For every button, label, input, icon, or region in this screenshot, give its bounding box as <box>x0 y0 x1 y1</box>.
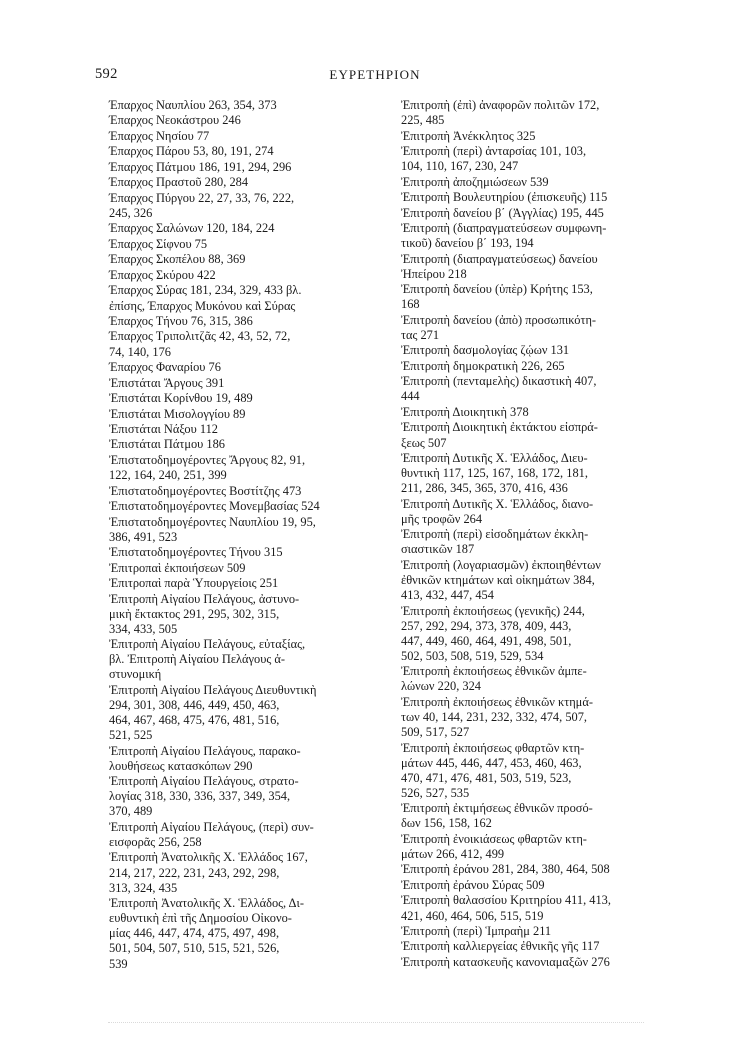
index-entry <box>388 878 656 893</box>
index-entry <box>96 252 364 267</box>
index-entry-line: Έπαρχος Φαναρίου 76 <box>109 360 221 375</box>
index-entry <box>388 190 656 205</box>
index-entry-line: Ἐπιτροπὴ Δυτικῆς Χ. Ἑλλάδος, διανο- <box>401 496 594 511</box>
index-entry <box>388 939 656 954</box>
index-entry-line: λογίας 318, 330, 336, 337, 349, 354, <box>109 789 291 804</box>
index-entry-line: 74, 140, 176 <box>109 344 171 359</box>
index-entry-line: Ἐπιτροπὴ Αἰγαίου Πελάγους, εὐταξίας, <box>109 637 306 652</box>
index-entry-line: Έπαρχος Σύρας 181, 234, 329, 433 βλ. <box>109 283 302 298</box>
index-entry <box>96 896 364 971</box>
index-entry <box>96 268 364 283</box>
index-entry-line: 526, 527, 535 <box>401 785 470 800</box>
index-entry-line: 509, 517, 527 <box>401 725 470 740</box>
index-entry-line: Ἐπιτροπὴ (περὶ) εἰσοδημάτων ἐκκλη- <box>401 527 589 542</box>
index-entry-line: Ἐπιτροπὴ δανείου β΄ (Ἀγγλίας) 195, 445 <box>401 205 604 220</box>
index-entry-line: Έπαρχος Σκύρου 422 <box>109 267 216 282</box>
index-entry <box>96 144 364 159</box>
index-entry-line: Έπαρχος Πραστοῦ 280, 284 <box>109 175 249 190</box>
index-entry <box>96 499 364 514</box>
index-entry-line: Ἐπιτροπὴ ἐκτιμήσεως ἐθνικῶν προσό- <box>401 801 593 816</box>
index-entry <box>96 820 364 850</box>
index-entry <box>388 451 656 496</box>
index-entry <box>388 175 656 190</box>
index-entry <box>96 484 364 499</box>
index-entry-line: Ἐπιτροπὴ Ἀνατολικῆς Χ. Ἑλλάδος 167, <box>109 850 308 865</box>
index-entry-line: Ἐπιτροπὴ Αἰγαίου Πελάγους, ἀστυνο- <box>109 591 300 606</box>
index-entry-line: Ἐπιτροπὴ ἐκποιήσεως φθαρτῶν κτη- <box>401 740 585 755</box>
index-entry <box>96 576 364 591</box>
index-entry <box>388 405 656 420</box>
index-entry <box>388 695 656 740</box>
index-entry-line: Ἐπιτροπὴ Ἀνέκκλητος 325 <box>401 128 536 143</box>
index-entry <box>96 329 364 359</box>
index-entry-line: μάτων 266, 412, 499 <box>401 846 505 861</box>
index-entry-line: Ἐπιστάται Μισολογγίου 89 <box>109 406 246 421</box>
index-entry-line: 539 <box>109 956 128 971</box>
index-entry-line: 214, 217, 222, 231, 243, 292, 298, <box>109 865 280 880</box>
index-entry-line: μῆς τροφῶν 264 <box>401 511 483 526</box>
index-entry-line: Ἐπιστάται Πάτμου 186 <box>109 437 225 452</box>
index-entry <box>96 376 364 391</box>
index-entry-line: Έπαρχος Νησίου 77 <box>109 128 210 143</box>
index-entry <box>388 497 656 527</box>
index-entry-line: 502, 503, 508, 519, 529, 534 <box>401 648 544 663</box>
index-entry <box>96 237 364 252</box>
index-entry-line: ξεως 507 <box>401 435 447 450</box>
index-entry-line: Ἐπιτροπὴ Αἰγαίου Πελάγους, στρατο- <box>109 774 299 789</box>
index-entry <box>96 683 364 743</box>
index-entry <box>388 374 656 404</box>
index-entry-line: Ἐπιτροπὴ δασμολογίας ζῴων 131 <box>401 343 570 358</box>
index-entry-line: Ἐπιτροπὴ Αἰγαίου Πελάγους, παρακο- <box>109 743 301 758</box>
index-entry-line: Ἐπιτροπὴ (διαπραγματεύσεως) δανείου <box>401 251 598 266</box>
index-entry-line: Έπαρχος Πάρου 53, 80, 191, 274 <box>109 144 274 159</box>
index-entry-line: Έπαρχος Τριπολιτζᾶς 42, 43, 52, 72, <box>109 329 291 344</box>
index-entry <box>96 191 364 221</box>
index-entry-line: 470, 471, 476, 481, 503, 519, 523, <box>401 770 572 785</box>
right-column <box>388 98 656 972</box>
index-entry <box>96 98 364 113</box>
index-entry-line: μάτων 445, 446, 447, 453, 460, 463, <box>401 755 582 770</box>
index-entry-line: τικοῦ) δανείου β΄ 193, 194 <box>401 236 534 251</box>
index-entry-line: Ἐπιτροπὴ Αἰγαίου Πελάγους, (περὶ) συν- <box>109 819 314 834</box>
index-entry <box>96 160 364 175</box>
index-entry-line: Ἐπιστατοδημογέροντες Ναυπλίου 19, 95, <box>109 514 316 529</box>
index-entry <box>388 343 656 358</box>
index-entry-line: Ἐπιτροπὴ Δυτικῆς Χ. Ἑλλάδος, Διευ- <box>401 451 588 466</box>
index-entry-line: Έπαρχος Πάτμου 186, 191, 294, 296 <box>109 159 292 174</box>
index-entry-line: Έπαρχος Σκοπέλου 88, 369 <box>109 252 246 267</box>
index-entry <box>388 252 656 282</box>
index-columns <box>96 98 656 972</box>
index-entry <box>388 144 656 174</box>
footer-rule <box>108 1022 644 1024</box>
index-entry-line: Ἐπιστατοδημογέροντες Τήνου 315 <box>109 545 283 560</box>
index-entry-line: εισφορᾶς 256, 258 <box>109 835 202 849</box>
index-entry-line: σιαστικῶν 187 <box>401 542 475 557</box>
index-entry-line: Ἐπιτροπὴ Διοικητικὴ ἐκτάκτου εἰσπρά- <box>401 420 598 435</box>
index-entry-line: Έπαρχος Σαλώνων 120, 184, 224 <box>109 221 275 236</box>
index-entry <box>388 832 656 862</box>
index-entry-line: Ἐπιστατοδημογέροντες Μονεμβασίας 524 <box>109 499 320 514</box>
index-entry <box>96 850 364 895</box>
index-entry <box>96 774 364 819</box>
index-entry-line: Ἐπιτροπὴ Διοικητικὴ 378 <box>401 404 529 419</box>
page-header <box>95 66 655 84</box>
index-entry-line: Έπαρχος Πύργου 22, 27, 33, 76, 222, <box>109 190 295 205</box>
index-entry <box>388 862 656 877</box>
index-entry-line: Ἐπιτροπὴ ἐκποιήσεως (γενικῆς) 244, <box>401 603 585 618</box>
index-entry-line: ἐπίσης, Έπαρχος Μυκόνου καὶ Σύρας <box>109 298 296 313</box>
index-entry <box>96 391 364 406</box>
index-entry <box>388 558 656 603</box>
index-entry-line: 294, 301, 308, 446, 449, 450, 463, <box>109 697 280 712</box>
index-entry-line: Ἐπιτροπὴ δανείου (ὑπὲρ) Κρήτης 153, <box>401 282 593 297</box>
index-entry-line: ευθυντικὴ ἐπὶ τῆς Δημοσίου Οἰκονο- <box>109 911 292 926</box>
index-entry-line: 211, 286, 345, 365, 370, 416, 436 <box>401 481 568 496</box>
index-entry <box>96 314 364 329</box>
index-entry-line: 245, 326 <box>109 206 153 220</box>
index-entry <box>96 407 364 422</box>
index-entry-line: 421, 460, 464, 506, 515, 519 <box>401 908 544 923</box>
index-entry <box>388 801 656 831</box>
index-entry <box>96 437 364 452</box>
index-entry-line: Ἐπιτροπὴ ἐκποιήσεως ἐθνικῶν ἀμπε- <box>401 664 587 679</box>
index-entry <box>388 664 656 694</box>
index-entry-line: 501, 504, 507, 510, 515, 521, 526, <box>109 941 280 956</box>
index-entry-line: Ἐπιτροπὴ Ἀνατολικῆς Χ. Ἑλλάδος, Δι- <box>109 896 304 911</box>
index-entry-line: Ἐπιτροπαὶ ἐκποιήσεων 509 <box>109 560 246 575</box>
index-entry <box>388 359 656 374</box>
index-entry <box>388 604 656 664</box>
index-entry <box>96 561 364 576</box>
index-entry-line: Ἐπιτροπὴ (διαπραγματεύσεων συμφωνη- <box>401 221 607 236</box>
index-entry-line: Ἐπιτροπὴ (πενταμελὴς) δικαστικὴ 407, <box>401 374 597 389</box>
index-entry <box>96 129 364 144</box>
index-entry-line: στυνομική <box>109 667 162 682</box>
index-entry <box>96 422 364 437</box>
index-entry <box>388 313 656 343</box>
index-entry <box>96 360 364 375</box>
index-entry-line: Ἐπιτροπὴ δανείου (ἀπὸ) προσωπικότη- <box>401 312 597 327</box>
index-entry <box>388 527 656 557</box>
index-entry-line: 444 <box>401 389 420 404</box>
index-entry <box>96 545 364 560</box>
index-entry-line: 464, 467, 468, 475, 476, 481, 516, <box>109 713 280 728</box>
index-entry <box>96 221 364 236</box>
index-entry-line: Ἐπιτροπὴ ἀποζημιώσεων 539 <box>401 174 549 189</box>
index-entry-line: Ἐπιτροπὴ ἐράνου Σύρας 509 <box>401 877 545 892</box>
index-entry <box>96 113 364 128</box>
index-entry-line: Έπαρχος Νεοκάστρου 246 <box>109 113 241 128</box>
index-entry <box>388 955 656 970</box>
index-entry-line: Ἐπιστατοδημογέροντες Βοστίτζης 473 <box>109 483 302 498</box>
index-entry <box>96 744 364 774</box>
index-entry-line: Ἐπιστάται Νάξου 112 <box>109 422 218 436</box>
index-entry-line: 521, 525 <box>109 728 153 743</box>
index-entry-line: λώνων 220, 324 <box>401 679 481 694</box>
index-entry-line: Ἐπιτροπὴ ἐράνου 281, 284, 380, 464, 508 <box>401 862 610 877</box>
index-entry-line: Ἐπιστατοδημογέροντες Ἄργους 82, 91, <box>109 452 306 467</box>
index-entry-line: των 40, 144, 231, 232, 332, 474, 507, <box>401 709 588 724</box>
index-entry-line: βλ. Ἐπιτροπὴ Αἰγαίου Πελάγους ἀ- <box>109 652 285 667</box>
index-entry <box>96 283 364 313</box>
index-entry <box>388 420 656 450</box>
index-entry-line: Ἐπιτροπὴ Βουλευτηρίου (ἐπισκευῆς) 115 <box>401 190 608 205</box>
index-entry-line: 447, 449, 460, 464, 491, 498, 501, <box>401 633 572 648</box>
index-entry-line: 225, 485 <box>401 113 445 128</box>
index-entry-line: Ἐπιτροπαὶ παρὰ Ὑπουργείοις 251 <box>109 576 279 591</box>
index-entry-line: μίας 446, 447, 474, 475, 497, 498, <box>109 926 280 941</box>
index-entry-line: 122, 164, 240, 251, 399 <box>109 468 227 483</box>
page-number: 592 <box>95 66 118 82</box>
index-entry <box>96 592 364 637</box>
index-entry-line: Ἐπιτροπὴ (λογαριασμῶν) ἐκποιηθέντων <box>401 557 601 572</box>
index-entry-line: Ἐπιστάται Κορίνθου 19, 489 <box>109 391 253 406</box>
index-entry-line: μικὴ ἔκτακτος 291, 295, 302, 315, <box>109 606 280 621</box>
index-entry <box>96 515 364 545</box>
index-entry-line: ἐθνικῶν κτημάτων καὶ οἰκημάτων 384, <box>401 572 595 587</box>
left-column <box>96 98 364 972</box>
index-entry-line: Ἐπιτροπὴ δημοκρατικὴ 226, 265 <box>401 358 565 373</box>
index-entry-line: Ἐπιτροπὴ θαλασσίου Κριτηρίου 411, 413, <box>401 893 611 908</box>
index-entry-line: θυντικὴ 117, 125, 167, 168, 172, 181, <box>401 466 588 481</box>
index-entry-line: Έπαρχος Σίφνου 75 <box>109 236 208 251</box>
index-entry-line: Ἐπιτροπὴ Αἰγαίου Πελάγους Διευθυντικὴ <box>109 682 317 697</box>
index-entry <box>388 924 656 939</box>
index-entry-line: Ἐπιτροπὴ ἐνοικιάσεως φθαρτῶν κτη- <box>401 831 587 846</box>
index-entry <box>388 741 656 801</box>
running-head: ΕΥΡΕΤΗΡΙΟΝ <box>329 67 421 82</box>
index-entry-line: Ἐπιτροπὴ (περὶ) ἀνταρσίας 101, 103, <box>401 144 587 159</box>
index-entry-line: Ἐπιτροπὴ κατασκευῆς κανονιαμαξῶν 276 <box>401 954 610 969</box>
index-entry <box>96 453 364 483</box>
index-entry <box>96 175 364 190</box>
index-entry-line: 413, 432, 447, 454 <box>401 588 494 603</box>
index-entry-line: Ἐπιτροπὴ (περὶ) Ἱμπραὴμ 211 <box>401 924 552 938</box>
index-entry <box>388 893 656 923</box>
index-entry-line: Ἐπιτροπὴ (ἐπὶ) ἀναφορῶν πολιτῶν 172, <box>401 98 600 112</box>
index-entry <box>388 282 656 312</box>
index-entry-line: 313, 324, 435 <box>109 880 178 895</box>
index-entry-line: Έπαρχος Τήνου 76, 315, 386 <box>109 314 253 328</box>
index-entry-line: 104, 110, 167, 230, 247 <box>401 159 519 174</box>
index-entry-line: Έπαρχος Ναυπλίου 263, 354, 373 <box>109 98 277 112</box>
index-entry-line: Ἐπιτροπὴ ἐκποιήσεως ἐθνικῶν κτημά- <box>401 694 593 709</box>
index-entry <box>388 206 656 221</box>
index-entry <box>96 637 364 682</box>
index-entry-line: 334, 433, 505 <box>109 621 178 636</box>
index-entry <box>388 221 656 251</box>
index-entry-line: δων 156, 158, 162 <box>401 816 492 831</box>
index-entry <box>388 129 656 144</box>
index-entry-line: Ἠπείρου 218 <box>401 266 467 281</box>
index-entry-line: λουθήσεως κατασκόπων 290 <box>109 758 253 773</box>
index-entry-line: Ἐπιτροπὴ καλλιεργείας ἐθνικῆς γῆς 117 <box>401 939 600 954</box>
index-entry-line: 370, 489 <box>109 804 153 819</box>
index-entry-line: τας 271 <box>401 327 440 342</box>
index-entry <box>388 98 656 128</box>
index-entry-line: 386, 491, 523 <box>109 529 178 544</box>
index-entry-line: Ἐπιστάται Ἄργους 391 <box>109 375 225 390</box>
index-entry-line: 168 <box>401 297 420 312</box>
index-entry-line: 257, 292, 294, 373, 378, 409, 443, <box>401 618 572 633</box>
